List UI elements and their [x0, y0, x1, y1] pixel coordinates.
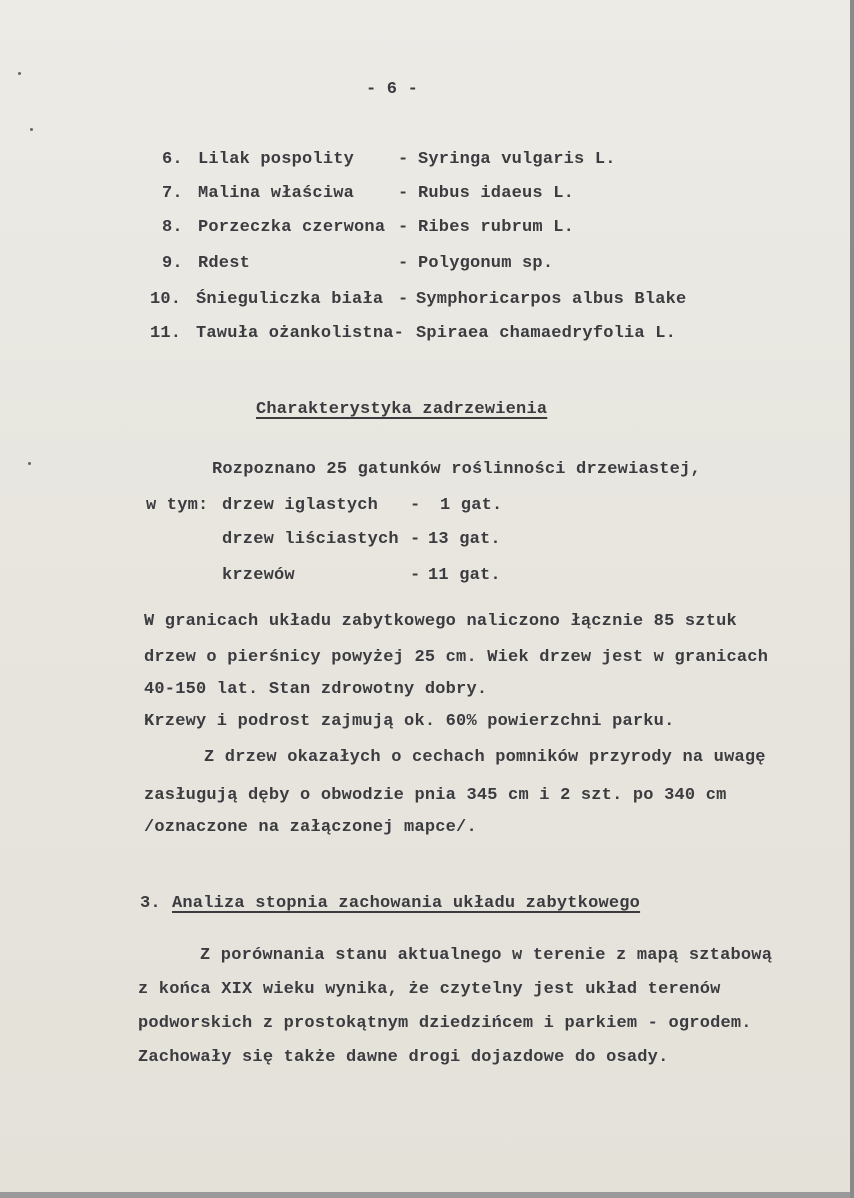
list-item-latin-name: Ribes rubrum L. — [418, 218, 575, 237]
section-heading: Analiza stopnia zachowania układu zabytkowego — [172, 894, 641, 913]
page-number: - 6 - — [366, 80, 419, 99]
list-item-separator: - — [398, 254, 409, 273]
paragraph-line: podworskich z prostokątnym dziedzińcem i parkiem - ogrodem. — [138, 1014, 752, 1033]
list-item-number: 6. — [162, 150, 183, 169]
breakdown-value: 11 gat. — [428, 566, 501, 585]
punch-mark — [30, 128, 33, 131]
punch-mark — [18, 72, 21, 75]
section-heading: Charakterystyka zadrzewienia — [256, 400, 548, 419]
paragraph-line: drzew o pierśnicy powyżej 25 cm. Wiek drzew jest w granicach — [144, 648, 769, 667]
list-item-polish-name: Tawuła ożankolistna- — [196, 324, 405, 343]
section-number: 3. — [140, 894, 161, 913]
breakdown-value: 13 gat. — [428, 530, 501, 549]
summary-intro: Rozpoznano 25 gatunków roślinności drzewiastej, — [212, 460, 701, 479]
punch-mark — [28, 462, 31, 465]
list-item-polish-name: Malina właściwa — [198, 184, 355, 203]
breakdown-separator: - — [410, 530, 421, 549]
list-item-polish-name: Porzeczka czerwona — [198, 218, 386, 237]
breakdown-label: drzew liściastych — [222, 530, 399, 549]
breakdown-value: 1 gat. — [440, 496, 503, 515]
paragraph-line: Zachowały się także dawne drogi dojazdowe do osady. — [138, 1048, 669, 1067]
list-item-polish-name: Śnieguliczka biała — [196, 290, 384, 309]
paragraph-line: Z porównania stanu aktualnego w terenie z mapą sztabową — [200, 946, 773, 965]
breakdown-label: krzewów — [222, 566, 295, 585]
list-item-latin-name: Rubus idaeus L. — [418, 184, 575, 203]
list-item-latin-name: Symphoricarpos albus Blake — [416, 290, 687, 309]
paragraph-line: W granicach układu zabytkowego naliczono łącznie 85 sztuk — [144, 612, 737, 631]
breakdown-separator: - — [410, 496, 421, 515]
paragraph-line: zasługują dęby o obwodzie pnia 345 cm i 2 szt. po 340 cm — [144, 786, 727, 805]
paragraph-line: Krzewy i podrost zajmują ok. 60% powierzchni parku. — [144, 712, 675, 731]
list-item-latin-name: Spiraea chamaedryfolia L. — [416, 324, 677, 343]
list-item-separator: - — [398, 290, 409, 309]
list-item-polish-name: Rdest — [198, 254, 251, 273]
paragraph-line: 40-150 lat. Stan zdrowotny dobry. — [144, 680, 488, 699]
list-item-separator: - — [398, 150, 409, 169]
breakdown-separator: - — [410, 566, 421, 585]
list-item-number: 10. — [150, 290, 182, 309]
paragraph-line: /oznaczone na załączonej mapce/. — [144, 818, 477, 837]
list-item-polish-name: Lilak pospolity — [198, 150, 355, 169]
list-item-number: 7. — [162, 184, 183, 203]
breakdown-prefix: w tym: — [146, 496, 209, 515]
list-item-number: 9. — [162, 254, 183, 273]
list-item-latin-name: Polygonum sp. — [418, 254, 554, 273]
list-item-separator: - — [398, 218, 409, 237]
list-item-number: 11. — [150, 324, 182, 343]
paragraph-line: z końca XIX wieku wynika, że czytelny jest układ terenów — [138, 980, 721, 999]
list-item-separator: - — [398, 184, 409, 203]
paragraph-line: Z drzew okazałych o cechach pomników przyrody na uwagę — [204, 748, 766, 767]
list-item-latin-name: Syringa vulgaris L. — [418, 150, 616, 169]
breakdown-label: drzew iglastych — [222, 496, 379, 515]
list-item-number: 8. — [162, 218, 183, 237]
